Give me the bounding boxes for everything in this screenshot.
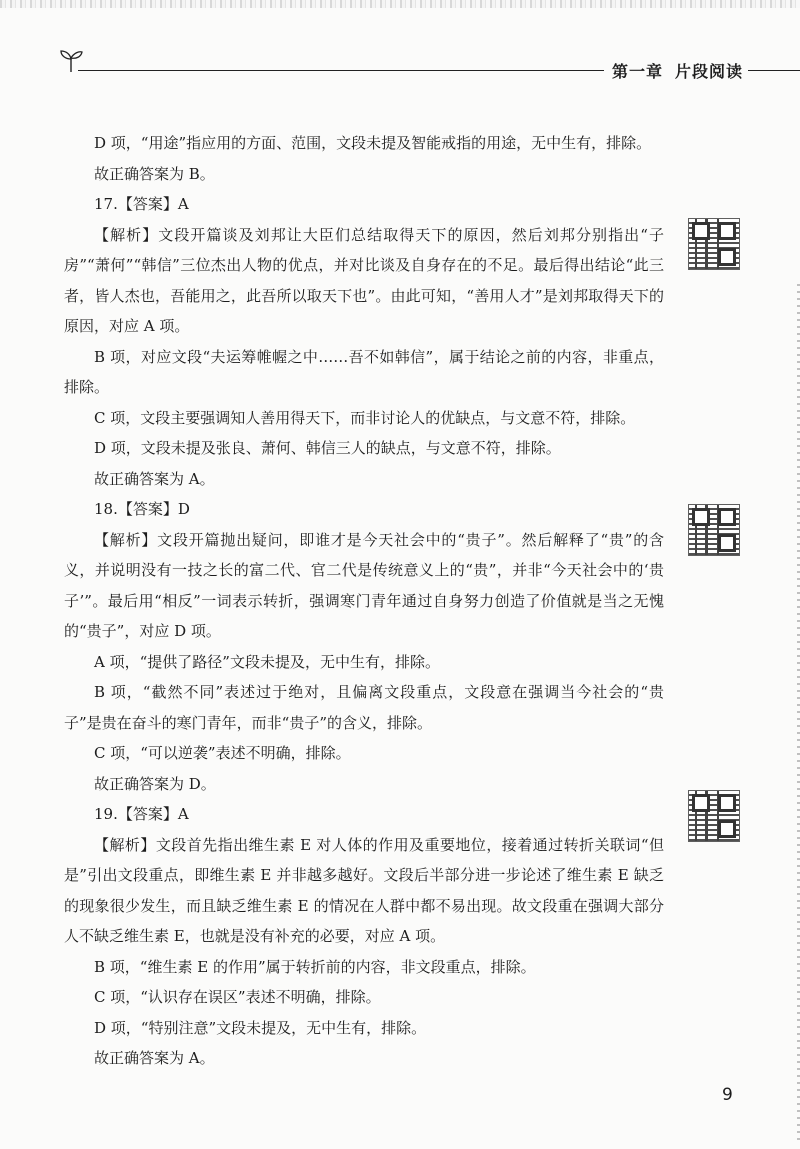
qr-code-icon[interactable] bbox=[688, 790, 740, 842]
paragraph: 故正确答案为 A。 bbox=[94, 469, 215, 488]
running-header bbox=[612, 59, 743, 82]
qr-code-icon[interactable] bbox=[688, 218, 740, 270]
header-rule-right bbox=[748, 70, 800, 71]
header-rule-left bbox=[78, 70, 604, 71]
paragraph: 【解析】文段开篇抛出疑问，即谁才是今天社会中的“贵子”。然后解释了“贵”的含义，并说明没有一技之长的富二代、官二代是传统意义上的“贵”，并非“今天社会中的‘贵子’”。最后用“相反”一词表示转折，强调寒门青年通过自身努力创造了价值就是当之无愧的“贵子”，对应 D 项。 bbox=[64, 530, 664, 640]
paragraph: C 项，文段主要强调知人善用得天下，而非讨论人的优缺点，与文意不符，排除。 bbox=[94, 408, 636, 427]
paragraph: 【解析】文段开篇谈及刘邦让大臣们总结取得天下的原因，然后刘邦分别指出“子房”“萧何”“韩信”三位杰出人物的优点，并对比谈及自身存在的不足。最后得出结论“此三者，皆人杰也，吾能用之，此吾所以取天下也”。由此可知，“善用人才”是刘邦取得天下的原因，对应 A 项。 bbox=[64, 225, 664, 335]
chapter-label: 第一章 bbox=[612, 62, 664, 81]
qr-code-icon[interactable] bbox=[688, 504, 740, 556]
paragraph: 故正确答案为 A。 bbox=[94, 1049, 215, 1067]
paragraph: B 项，“截然不同”表述过于绝对，且偏离文段重点，文段意在强调当今社会的“贵子”是贵在奋斗的寒门青年，而非“贵子”的含义，排除。 bbox=[64, 683, 664, 732]
answer-number: 17.【答案】A bbox=[94, 195, 189, 213]
paragraph: C 项，“可以逆袭”表述不明确，排除。 bbox=[94, 744, 351, 762]
paragraph: B 项，对应文段“夫运筹帷幄之中……吾不如韩信”，属于结论之前的内容，非重点，排除。 bbox=[64, 347, 664, 396]
paragraph: B 项，“维生素 E 的作用”属于转折前的内容，非文段重点，排除。 bbox=[94, 957, 536, 976]
paragraph: 故正确答案为 D。 bbox=[94, 774, 216, 793]
paragraph: D 项，“用途”指应用的方面、范围，文段未提及智能戒指的用途，无中生有，排除。 bbox=[94, 134, 652, 152]
paragraph: A 项，“提供了路径”文段未提及，无中生有，排除。 bbox=[94, 652, 440, 671]
answer-text-body bbox=[64, 128, 664, 1074]
paragraph: 【解析】文段首先指出维生素 E 对人体的作用及重要地位，接着通过转折关联词“但是”引出文段重点，即维生素 E 并非越多越好。文段后半部分进一步论述了维生素 E 缺乏的现象很少发生，而且缺乏维生素 E 的情况在人群中都不易出现。故文段重在强调大部分人不缺乏维生素 E，也就是没有补充的必要，对应 A 项。 bbox=[64, 835, 664, 945]
answer-number: 18.【答案】D bbox=[94, 500, 190, 518]
page-number: 9 bbox=[722, 1085, 733, 1105]
answer-number: 19.【答案】A bbox=[94, 805, 189, 823]
paragraph: D 项，“特别注意”文段未提及，无中生有，排除。 bbox=[94, 1018, 427, 1037]
scan-top-edge bbox=[0, 0, 800, 8]
section-label: 片段阅读 bbox=[675, 62, 744, 81]
paragraph: D 项，文段未提及张良、萧何、韩信三人的缺点，与文意不符，排除。 bbox=[94, 439, 561, 457]
paragraph: 故正确答案为 B。 bbox=[94, 164, 215, 183]
paragraph: C 项，“认识存在误区”表述不明确，排除。 bbox=[94, 988, 381, 1006]
